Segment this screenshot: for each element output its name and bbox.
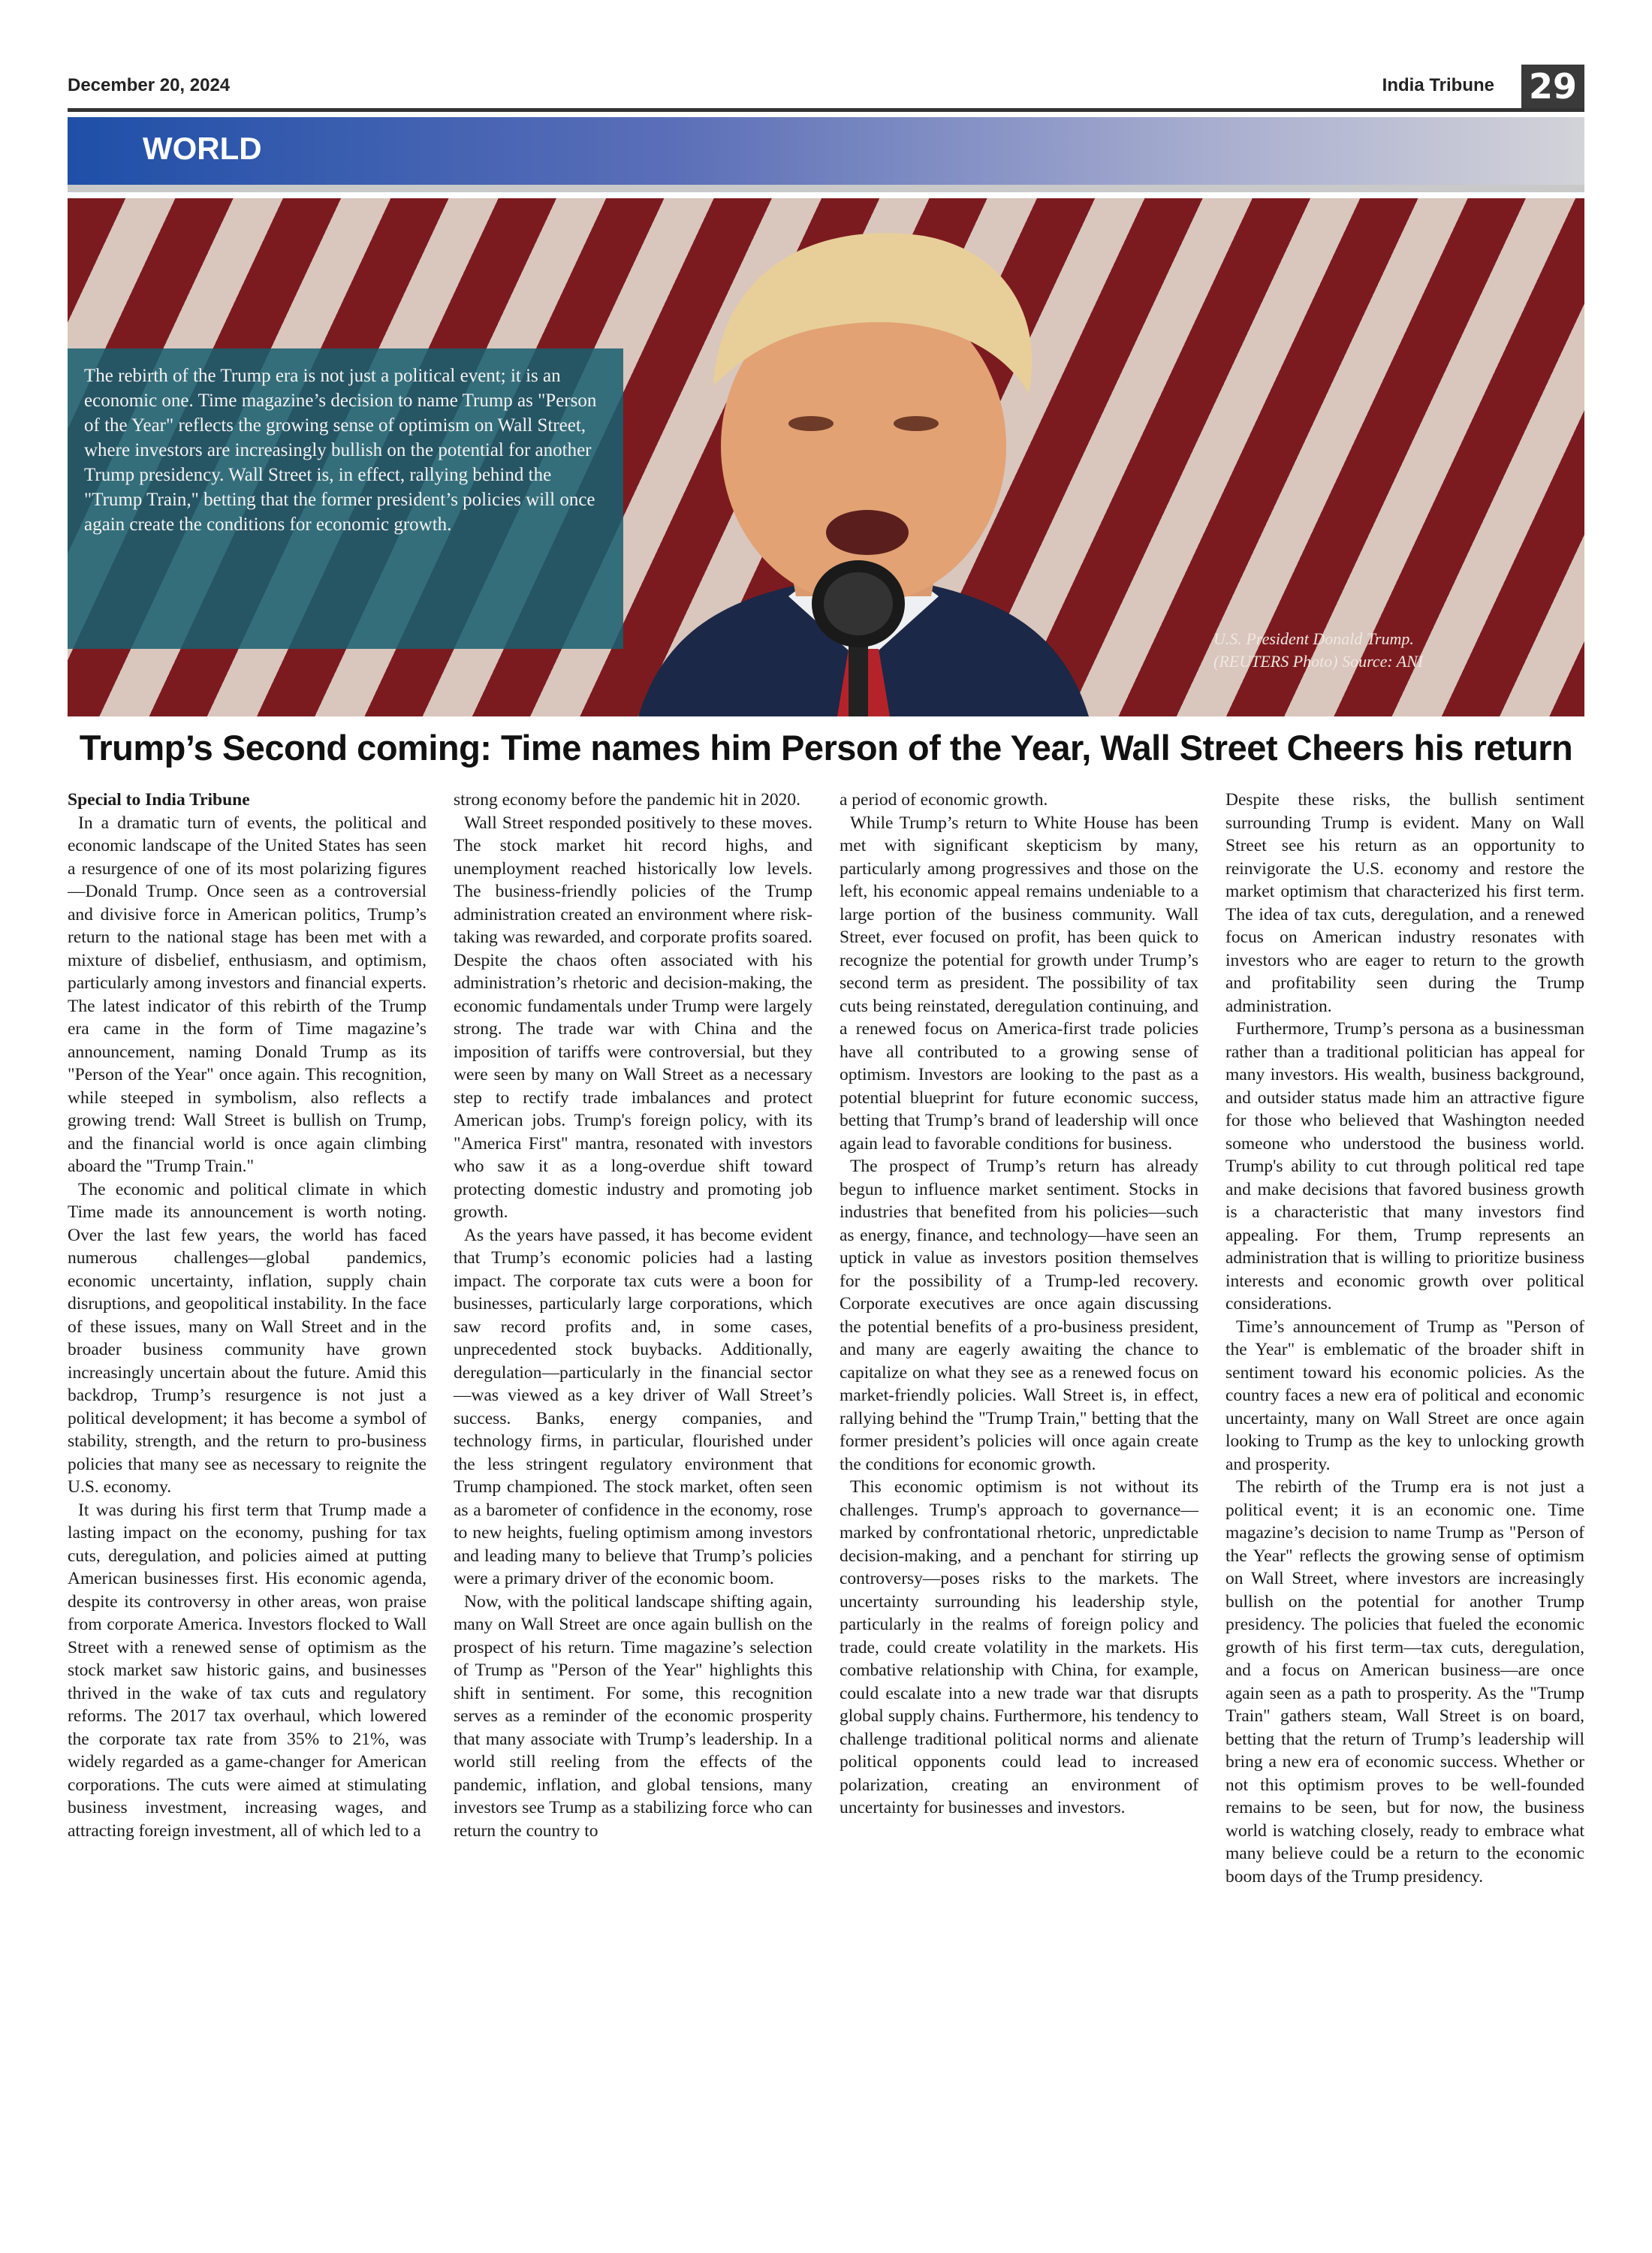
- paragraph: As the years have passed, it has become evident that Trump’s economic policies had a lasting impact. The corporate tax cuts were a boon for businesses, particularly large corporations, which saw record profits and, in some cases, unprecedented stock buybacks. Additionally, deregulation—particularly in the financial sector—was viewed as a key driver of Wall Street’s success. Banks, energy companies, and technology firms, in particular, flourished under the less stringent regulatory environment that Trump championed. The stock market, often seen as a barometer of confidence in the economy, rose to new heights, fueling optimism among investors and leading many to believe that Trump’s policies were a primary driver of the economic boom.: [454, 1225, 812, 1588]
- section-banner-shadow: [68, 185, 1584, 192]
- section-title: WORLD: [143, 131, 262, 166]
- column-4: [1225, 789, 1584, 1888]
- column-3: [840, 789, 1198, 1820]
- paragraph: a period of economic growth.: [840, 790, 1048, 810]
- photo-caption: U.S. President Donald Trump.: [1213, 629, 1414, 648]
- article-headline: Trump’s Second coming: Time names him Person of the Year, Wall Street Cheers his return: [79, 728, 1573, 768]
- pull-quote-box: [68, 348, 623, 649]
- issue-date: December 20, 2024: [68, 75, 231, 95]
- column-1: [68, 789, 427, 1842]
- paragraph: The prospect of Trump’s return has already begun to influence market sentiment. Stocks in industries that benefited from his policies—such as energy, finance, and technology—have seen an uptick in value as investors position themselves for the possibility of a Trump-led recovery. Corporate executives are once again discussing the potential benefits of a pro-business president, and many are eagerly awaiting the chance to capitalize on what they see as a renewed focus on market-friendly policies. Wall Street is, in effect, rallying behind the "Trump Train," betting that the former president’s policies will once again create the conditions for economic growth.: [840, 1157, 1198, 1474]
- paragraph: Wall Street responded positively to these moves. The stock market hit record highs, and unemployment reached historically low levels. The business-friendly policies of the Trump administration created an environment where risk-taking was rewarded, and corporate profits soared. Despite the chaos often associated with his administration’s rhetoric and decision-making, the economic fundamentals under Trump were largely strong. The trade war with China and the imposition of tariffs were controversial, but they were seen by many on Wall Street as a necessary step to rectify trade imbalances and protect American jobs. Trump's foreign policy, with its "America First" mantra, resonated with investors who saw it as a long-overdue shift toward protecting domestic industry and promoting job growth.: [454, 813, 812, 1222]
- paragraph: In a dramatic turn of events, the political and economic landscape of the United States has seen a resurgence of one of its most polarizing figures—Donald Trump. Once seen as a controversial and divisive force in American politics, Trump’s return to the national stage has been met with a mixture of disbelief, enthusiasm, and optimism, particularly among investors and financial experts. The latest indicator of this rebirth of the Trump era came in the form of Time magazine’s announcement, naming Donald Trump as its "Person of the Year" once again. This recognition, while steeped in symbolism, also reflects a growing trend: Wall Street is bullish on Trump, and the financial world is once again climbing aboard the "Trump Train.": [68, 813, 427, 1176]
- paragraph: Despite these risks, the bullish sentiment surrounding Trump is evident. Many on Wall Street see his return as an opportunity to reinvigorate the U.S. economy and restore the market optimism that characterized his first term. The idea of tax cuts, deregulation, and a renewed focus on American industry resonates with investors who are eager to return to the growth and profitability seen during the Trump administration.: [1225, 790, 1584, 1016]
- photo-credit: [1213, 628, 1499, 673]
- header-rule: [68, 108, 1584, 112]
- paragraph: This economic optimism is not without its challenges. Trump's approach to governance—marked by confrontational rhetoric, unpredictable decision-making, and a penchant for stirring up controversy—poses risks to the markets. The uncertainty surrounding his leadership style, particularly in the realms of foreign policy and trade, could create volatility in the markets. His combative relationship with China, for example, could escalate into a new trade war that disrupts global supply chains. Furthermore, his tendency to challenge traditional political norms and alienate political opponents could lead to increased polarization, creating an environment of uncertainty for businesses and investors.: [840, 1477, 1198, 1817]
- paragraph: Time’s announcement of Trump as "Person of the Year" is emblematic of the broader shift in sentiment toward his economic policies. As the country faces a new era of political and economic uncertainty, many on Wall Street are once again looking to Trump as the key to unlocking growth and prosperity.: [1225, 1317, 1584, 1474]
- masthead: [68, 66, 1584, 108]
- newspaper-name: India Tribune: [1382, 75, 1494, 95]
- section-banner: [68, 117, 1584, 185]
- paragraph: While Trump’s return to White House has been met with significant skepticism by many, particularly among progressives and those on the left, his economic appeal remains undeniable to a large portion of the business community. Wall Street, ever focused on profit, has been quick to recognize the potential for growth under Trump’s second term as president. The possibility of tax cuts being reinstated, deregulation continuing, and a renewed focus on America-first trade policies have all contributed to a growing sense of optimism. Investors are looking to the past as a potential blueprint for future economic success, betting that Trump’s brand of leadership will once again lead to favorable conditions for business.: [840, 813, 1198, 1154]
- byline: Special to India Tribune: [68, 790, 250, 810]
- photo-source: (REUTERS Photo) Source: ANI: [1213, 652, 1424, 671]
- paragraph: Now, with the political landscape shifting again, many on Wall Street are once again bullish on the prospect of his return. Time magazine’s selection of Trump as "Person of the Year" highlights this shift in sentiment. For some, this recognition serves as a reminder of the economic prosperity that many associate with Trump’s leadership. In a world still reeling from the effects of the pandemic, inflation, and global tensions, many investors see Trump as a stabilizing force who can return the country to: [454, 1591, 812, 1841]
- lead-photo: [68, 198, 1584, 716]
- page-number: 29: [1521, 65, 1584, 108]
- article-body: [68, 789, 1584, 2223]
- paragraph: The rebirth of the Trump era is not just a political event; it is an economic one. Time magazine’s decision to name Trump as "Person of the Year" reflects the growing sense of optimism on Wall Street, where investors are increasingly bullish on the potential for another Trump presidency. The policies that fueled the economic growth of his first term—tax cuts, deregulation, and a focus on American business—are once again seen as a path to prosperity. As the "Trump Train" gathers steam, Wall Street is on board, betting that the return of Trump’s leadership will bring a new era of economic success. Whether or not this optimism proves to be well-founded remains to be seen, but for now, the business world is watching closely, ready to embrace what many believe could be a return to the economic boom days of the Trump presidency.: [1225, 1477, 1584, 1887]
- pull-quote-text: The rebirth of the Trump era is not just a political event; it is an economic one. Time magazine’s decision to name Trump as "Person of the Year" reflects the growing sense of optimism on Wall Street, where investors are increasingly bullish on the potential for another Trump presidency. Wall Street is, in effect, rallying behind the "Trump Train," betting that the former president’s policies will once again create the conditions for economic growth.: [84, 366, 597, 535]
- column-2: [454, 789, 812, 1842]
- paragraph: strong economy before the pandemic hit in 2020.: [454, 790, 801, 810]
- paragraph: Furthermore, Trump’s persona as a businessman rather than a traditional politician has appeal for many investors. His wealth, business background, and outsider status made him an attractive figure for those who believed that Washington needed someone who understood the business world. Trump's ability to cut through political red tape and make decisions that favored business growth is a characteristic that many investors find appealing. For them, Trump represents an administration that is willing to prioritize business interests and economic growth over political considerations.: [1225, 1019, 1584, 1313]
- paragraph: It was during his first term that Trump made a lasting impact on the economy, pushing for tax cuts, deregulation, and policies aimed at putting American businesses first. His economic agenda, despite its controversy in other areas, won praise from corporate America. Investors flocked to Wall Street with a renewed sense of optimism as the stock market saw historic gains, and businesses thrived in the wake of tax cuts and regulatory reforms. The 2017 tax overhaul, which lowered the corporate tax rate from 35% to 21%, was widely regarded as a game-changer for American corporations. The cuts were aimed at stimulating business investment, increasing wages, and attracting foreign investment, all of which led to a: [68, 1500, 427, 1841]
- paragraph: The economic and political climate in which Time made its announcement is worth noting. Over the last few years, the world has faced numerous challenges—global pandemics, economic uncertainty, inflation, supply chain disruptions, and geopolitical instability. In the face of these issues, many on Wall Street and in the broader business community have grown increasingly uncertain about the future. Amid this backdrop, Trump’s resurgence is not just a political development; it has become a symbol of stability, strength, and the return to pro-business policies that many see as necessary to reignite the U.S. economy.: [68, 1179, 427, 1497]
